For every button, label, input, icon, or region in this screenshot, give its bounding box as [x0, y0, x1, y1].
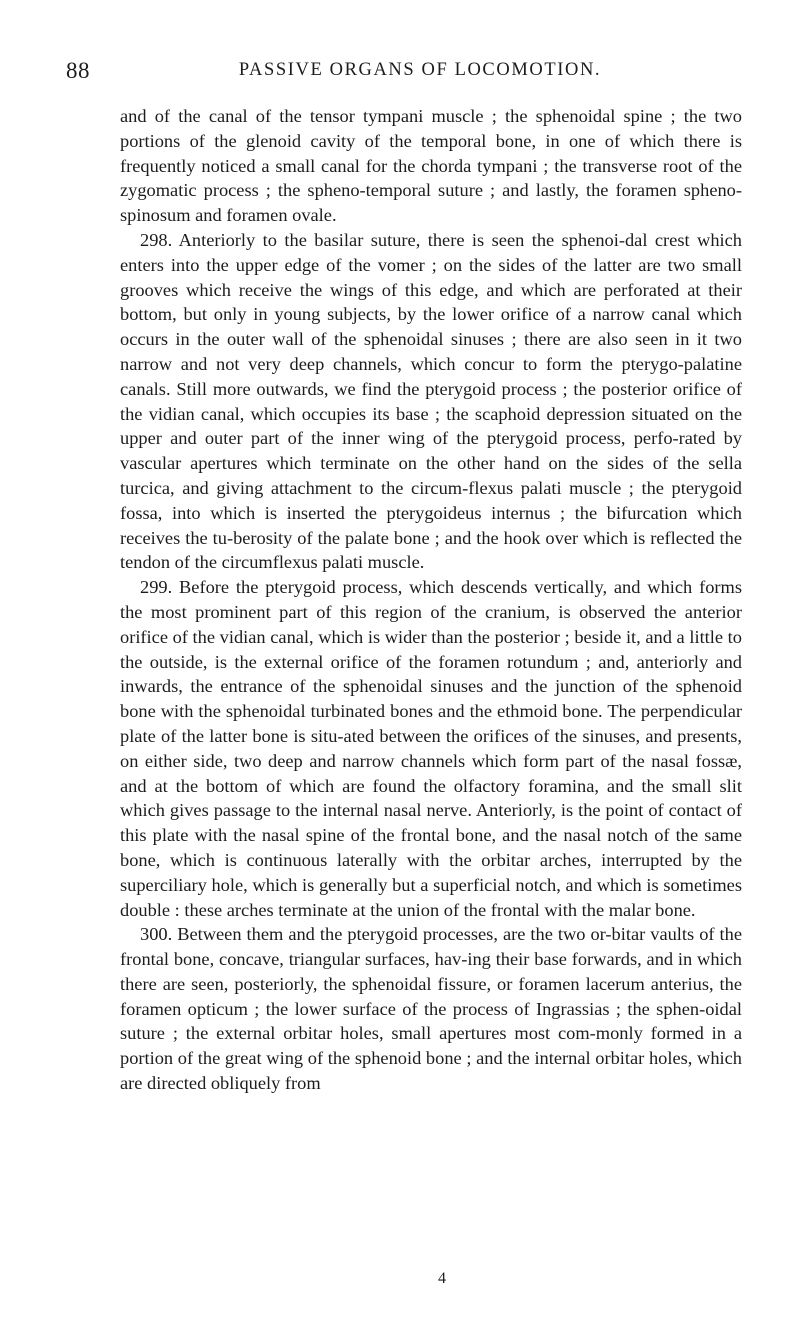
page-number: 88: [66, 58, 90, 83]
signature-mark: 4: [438, 1270, 446, 1287]
paragraph-298: 298. Anteriorly to the basilar suture, there is seen the sphenoi-dal crest which enters into the upper edge of the vomer ; on the sides of the latter are two small grooves which receive the wings of this edge, and which are perforated at their bottom, but only in young subjects, by the lower orifice of a narrow canal which occurs in the outer wall of the sphenoidal sinuses ; there are also seen in it two narrow and not very deep channels, which concur to form the pterygo-palatine canals. Still more outwards, we find the pterygoid process ; the posterior orifice of the vidian canal, which occupies its base ; the scaphoid depression situated on the upper and outer part of the inner wing of the pterygoid process, perfo-rated by vascular apertures which terminate on the other hand on the sides of the sella turcica, and giving attachment to the circum-flexus palati muscle ; the pterygoid fossa, into which is inserted the pterygoideus internus ; the bifurcation which receives the tu-berosity of the palate bone ; and the hook over which is reflected the tendon of the circumflexus palati muscle.: [120, 229, 742, 573]
body-text: [120, 104, 742, 1096]
running-title: PASSIVE ORGANS OF LOCOMOTION.: [238, 60, 602, 80]
paragraph-continuation: and of the canal of the tensor tympani muscle ; the sphenoidal spine ; the two portions of the glenoid cavity of the temporal bone, in one of which there is frequently noticed a small canal for the chorda tympani ; the transverse root of the zygomatic process ; the spheno-temporal suture ; and lastly, the foramen spheno-spinosum and foramen ovale.: [120, 106, 742, 226]
paragraph-300: 300. Between them and the pterygoid processes, are the two or-bitar vaults of the frontal bone, concave, triangular surfaces, hav-ing their base forwards, and in which there are seen, posteriorly, the sphenoidal fissure, or foramen lacerum anterius, the foramen opticum ; the lower surface of the process of Ingrassias ; the sphen-oidal suture ; the external orbitar holes, small apertures most com-monly formed in a portion of the great wing of the sphenoid bone ; and the internal orbitar holes, which are directed obliquely from: [120, 924, 742, 1094]
paragraph-299: 299. Before the pterygoid process, which descends vertically, and which forms the most prominent part of this region of the cranium, is observed the anterior orifice of the vidian canal, which is wider than the posterior ; beside it, and a little to the outside, is the external orifice of the foramen rotundum ; and, anteriorly and inwards, the entrance of the sphenoidal sinuses and the junction of the sphenoid bone with the sphenoidal turbinated bones and the ethmoid bone. The perpendicular plate of the latter bone is situ-ated between the orifices of the sinuses, and presents, on either side, two deep and narrow channels which form part of the nasal fossæ, and at the bottom of which are found the olfactory foramina, and the small slit which gives passage to the internal nasal nerve. Anteriorly, is the point of contact of this plate with the nasal spine of the frontal bone, and the nasal notch of the same bone, which is continuous laterally with the orbitar arches, interrupted by the superciliary hole, which is generally but a superficial notch, and which is sometimes double : these arches terminate at the union of the frontal with the malar bone.: [120, 577, 742, 920]
running-head: [0, 58, 800, 88]
